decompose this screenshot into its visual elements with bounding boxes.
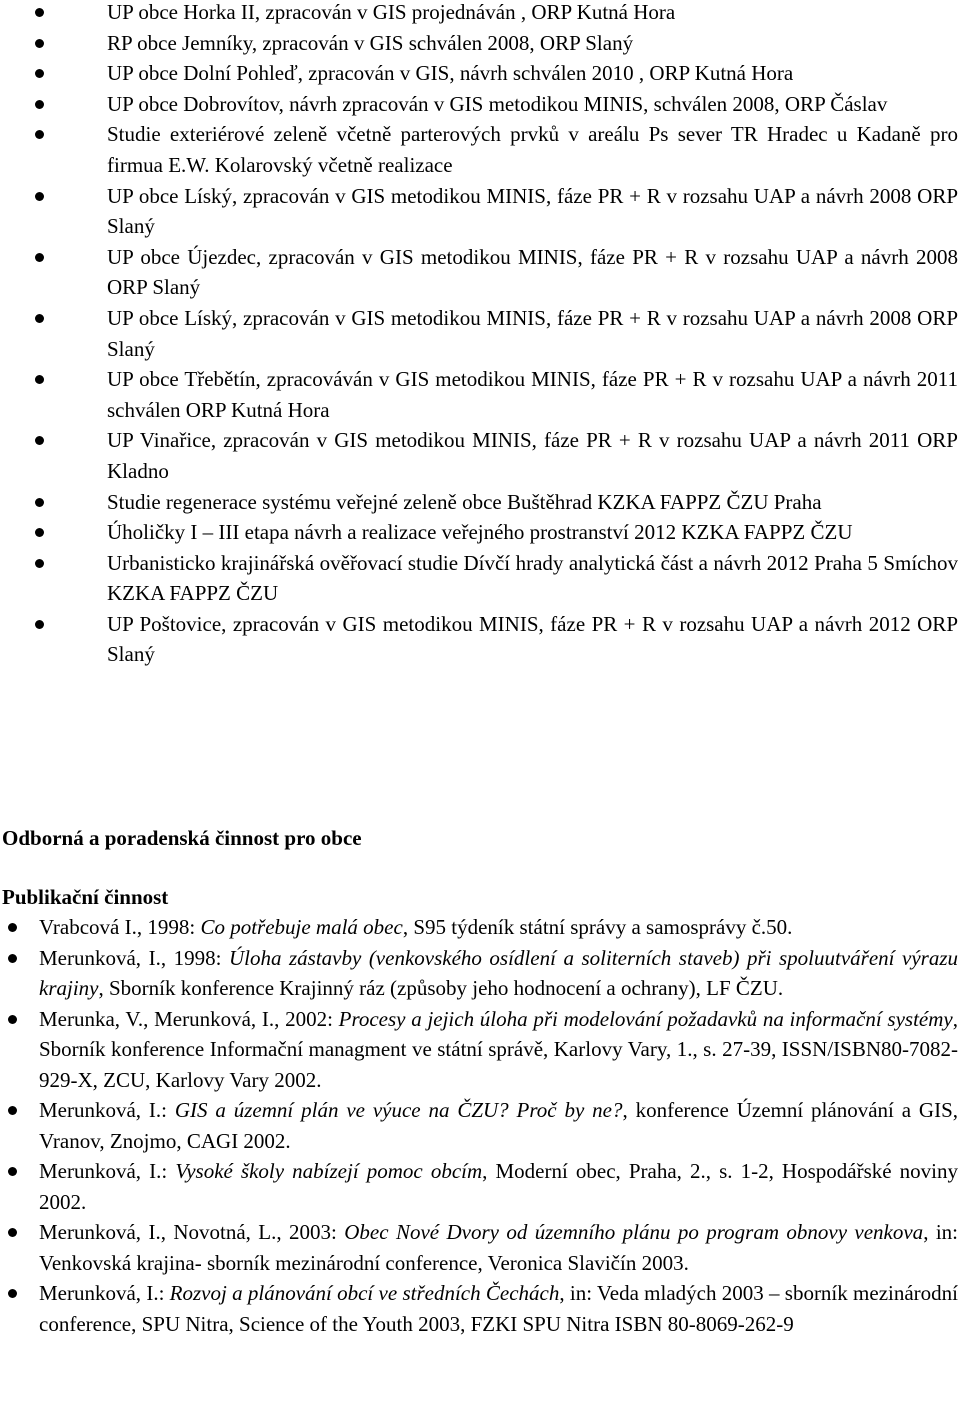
pub-authors: Merunková, I.:	[39, 1098, 175, 1122]
bullet-icon	[35, 620, 44, 629]
pub-source: , Moderní obec, Praha, 2., s. 1-2, Hospodářské noviny 2002.	[39, 1159, 958, 1214]
pub-authors: Merunková, I.:	[39, 1159, 176, 1183]
bullet-icon	[8, 1167, 17, 1176]
bullet-icon	[35, 130, 44, 139]
list-item	[0, 89, 960, 120]
bullet-icon	[8, 954, 17, 963]
project-text: Úholičky I – III etapa návrh a realizace veřejného prostranství 2012 KZKA FAPPZ ČZU	[107, 520, 853, 545]
project-text: UP obce Třebětín, zpracováván v GIS metodikou MINIS, fáze PR + R v rozsahu UAP a návrh 2011 schválen ORP Kutná Hora	[107, 367, 958, 422]
bullet-icon	[35, 192, 44, 201]
list-item	[0, 0, 960, 28]
project-text: Studie regenerace systému veřejné zeleně obce Buštěhrad KZKA FAPPZ ČZU Praha	[107, 489, 822, 514]
list-item	[0, 1004, 960, 1096]
bullet-icon	[8, 1106, 17, 1115]
bullet-icon	[35, 528, 44, 537]
project-text: Studie exteriérové zeleně včetně parterových prvků v areálu Ps sever TR Hradec u Kadaně pro firmua E.W. Kolarovský včetně realizace	[107, 122, 958, 177]
list-item	[0, 425, 960, 486]
bullet-icon	[8, 1015, 17, 1024]
pub-source: , S95 týdeník státní správy a samosprávy č.50.	[402, 915, 793, 939]
pub-authors: Merunková, I.:	[39, 1281, 170, 1305]
section-heading-advisory: Odborná a poradenská činnost pro obce	[2, 826, 362, 850]
pub-title: Procesy a jejich úloha při modelování požadavků na informační systémy	[338, 1006, 953, 1031]
pub-authors: Merunková, I., 1998:	[39, 945, 229, 970]
pub-authors: Vrabcová I., 1998:	[39, 915, 201, 939]
list-item	[0, 1095, 960, 1156]
projects-list	[0, 0, 960, 670]
bullet-icon	[35, 498, 44, 507]
project-text: RP obce Jemníky, zpracován v GIS schválen 2008, ORP Slaný	[107, 30, 634, 55]
bullet-icon	[8, 923, 17, 932]
list-item	[0, 1278, 960, 1339]
bullet-icon	[8, 1289, 17, 1298]
list-item	[0, 364, 960, 425]
project-text: UP obce Dobrovítov, návrh zpracován v GIS metodikou MINIS, schválen 2008, ORP Čáslav	[107, 91, 888, 116]
pub-title: Co potřebuje malá obec	[200, 915, 403, 939]
project-text: UP Vinařice, zpracován v GIS metodikou MINIS, fáze PR + R v rozsahu UAP a návrh 2011 ORP Kladno	[107, 428, 958, 483]
bullet-icon	[35, 375, 44, 384]
list-item	[0, 487, 960, 518]
project-text: UP obce Líský, zpracován v GIS metodikou MINIS, fáze PR + R v rozsahu UAP a návrh 2008 ORP Slaný	[107, 183, 958, 239]
project-text: UP obce Dolní Pohleď, zpracován v GIS, návrh schválen 2010 , ORP Kutná Hora	[107, 61, 794, 86]
pub-source: , Sborník konference Krajinný ráz (způsoby jeho hodnocení a ochrany), LF ČZU.	[98, 976, 784, 1000]
pub-title: Rozvoj a plánování obcí ve středních Čechách	[169, 1281, 560, 1305]
bullet-icon	[35, 39, 44, 48]
project-text: Urbanisticko krajinářská ověřovací studie Dívčí hrady analytická část a návrh 2012 Praha 5 Smíchov KZKA FAPPZ ČZU	[107, 550, 958, 606]
pub-title: Vysoké školy nabízejí pomoc obcím	[175, 1159, 483, 1183]
pub-title: GIS a územní plán ve výuce na ČZU? Proč by ne?	[174, 1098, 623, 1122]
pub-authors: Merunka, V., Merunková, I., 2002:	[39, 1006, 339, 1031]
bullet-icon	[35, 436, 44, 445]
bullet-icon	[35, 559, 44, 568]
pub-title: Obec Nové Dvory od územního plánu po program obnovy venkova	[344, 1220, 924, 1244]
list-item	[0, 28, 960, 59]
pub-authors: Merunková, I., Novotná, L., 2003:	[39, 1220, 345, 1244]
list-item	[0, 242, 960, 303]
project-text: UP obce Líský, zpracován v GIS metodikou MINIS, fáze PR + R v rozsahu UAP a návrh 2008 ORP Slaný	[107, 305, 958, 361]
project-text: UP obce Horka II, zpracován v GIS projednáván , ORP Kutná Hora	[107, 0, 676, 24]
list-item	[0, 943, 960, 1004]
bullet-icon	[8, 1228, 17, 1237]
publications-list	[0, 912, 960, 1339]
list-item	[0, 548, 960, 609]
list-item	[0, 181, 960, 242]
bullet-icon	[35, 314, 44, 323]
list-item	[0, 119, 960, 180]
list-item	[0, 303, 960, 364]
bullet-icon	[35, 253, 44, 262]
list-item	[0, 609, 960, 670]
bullet-icon	[35, 100, 44, 109]
list-item	[0, 1156, 960, 1217]
pub-source: , in: Veda mladých 2003 – sborník mezinárodní conference, SPU Nitra, Science of the Youth 2003, FZKI SPU Nitra ISBN 80-8069-262-9	[39, 1281, 958, 1336]
bullet-icon	[35, 8, 44, 17]
pub-title: Úloha zástavby (venkovského osídlení a soliterních staveb) při spoluutváření výrazu krajiny	[39, 945, 958, 1000]
section-heading-publications: Publikační činnost	[2, 885, 169, 909]
pub-source: , konference Územní plánování a GIS, Vranov, Znojmo, CAGI 2002.	[39, 1098, 959, 1153]
project-text: UP obce Újezdec, zpracován v GIS metodikou MINIS, fáze PR + R v rozsahu UAP a návrh 2008 ORP Slaný	[107, 244, 958, 300]
bullet-icon	[35, 69, 44, 78]
list-item	[0, 912, 960, 943]
pub-source: , Sborník konference Informační managment ve státní správě, Karlovy Vary, 1., s. 27-39, ISSN/ISBN80-7082-929-X, ZCU, Karlovy Vary 2002.	[39, 1006, 958, 1092]
list-item	[0, 1217, 960, 1278]
list-item	[0, 517, 960, 548]
project-text: UP Poštovice, zpracován v GIS metodikou MINIS, fáze PR + R v rozsahu UAP a návrh 2012 ORP Slaný	[107, 611, 958, 667]
list-item	[0, 58, 960, 89]
pub-source: , in: Venkovská krajina- sborník mezinárodní conference, Veronica Slavičín 2003.	[39, 1220, 958, 1275]
